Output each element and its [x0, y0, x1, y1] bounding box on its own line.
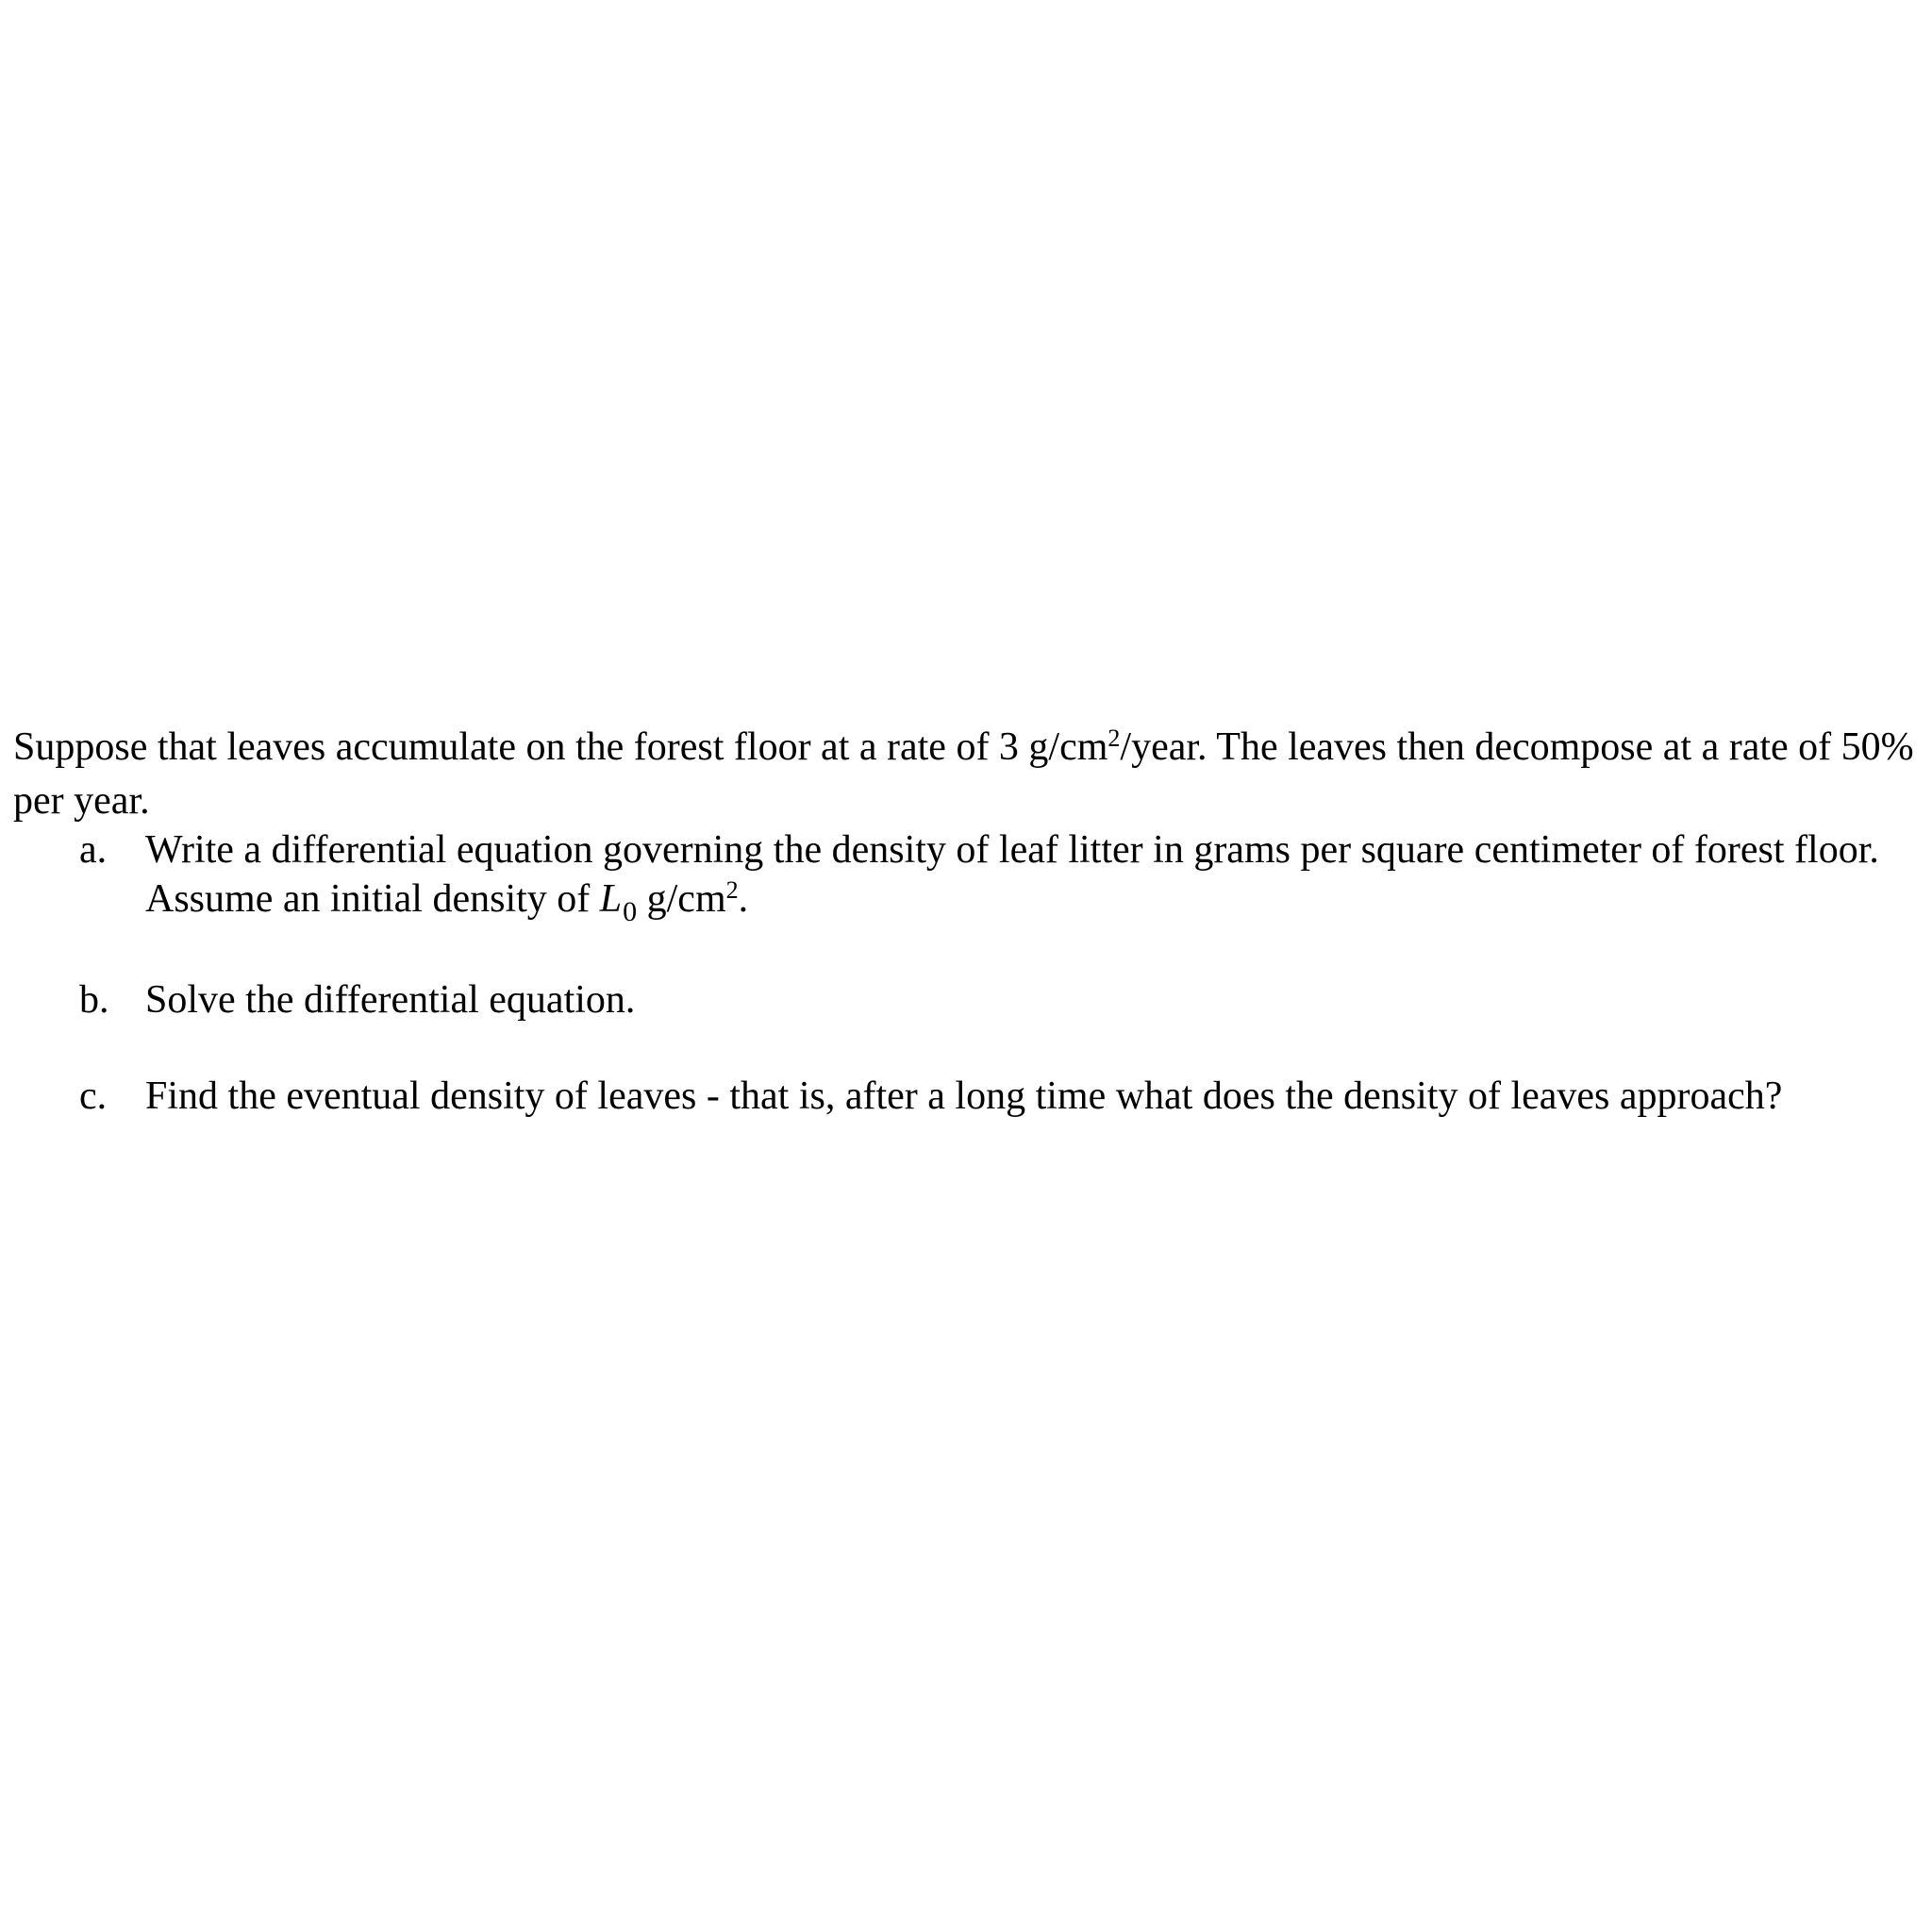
part-a-superscript: 2: [725, 876, 739, 904]
intro-superscript: 2: [1108, 724, 1121, 752]
intro-text-start: Suppose that leaves accumulate on the forest floor at a rate of 3 g/cm: [13, 725, 1108, 769]
part-a-text-start: Write a differential equation governing the density of leaf litter in grams per square centimeter of forest floor. Assume an initial density of: [145, 828, 1879, 921]
part-a-text-end: .: [738, 877, 749, 921]
part-a-letter: a.: [79, 828, 108, 872]
intro-text-end: /year. The leaves then decompose at a rate of 50% per year.: [13, 725, 1914, 823]
part-a-text-units: g/cm: [637, 877, 726, 921]
part-a-math-subscript: 0: [623, 896, 638, 927]
problem-intro: [13, 723, 1919, 825]
part-a: [13, 825, 1919, 928]
part-a-math-variable: L: [599, 877, 623, 921]
part-b-text: Solve the differential equation.: [145, 978, 636, 1022]
part-c-text: Find the eventual density of leaves - that is, after a long time what does the density of leaves approach?: [145, 1074, 1783, 1118]
part-b: [13, 975, 1919, 1024]
problem-block: [13, 723, 1919, 1121]
part-c: [13, 1072, 1919, 1121]
part-c-letter: c.: [79, 1074, 108, 1118]
problem-parts-list: [13, 825, 1919, 1121]
part-b-letter: b.: [79, 978, 109, 1022]
